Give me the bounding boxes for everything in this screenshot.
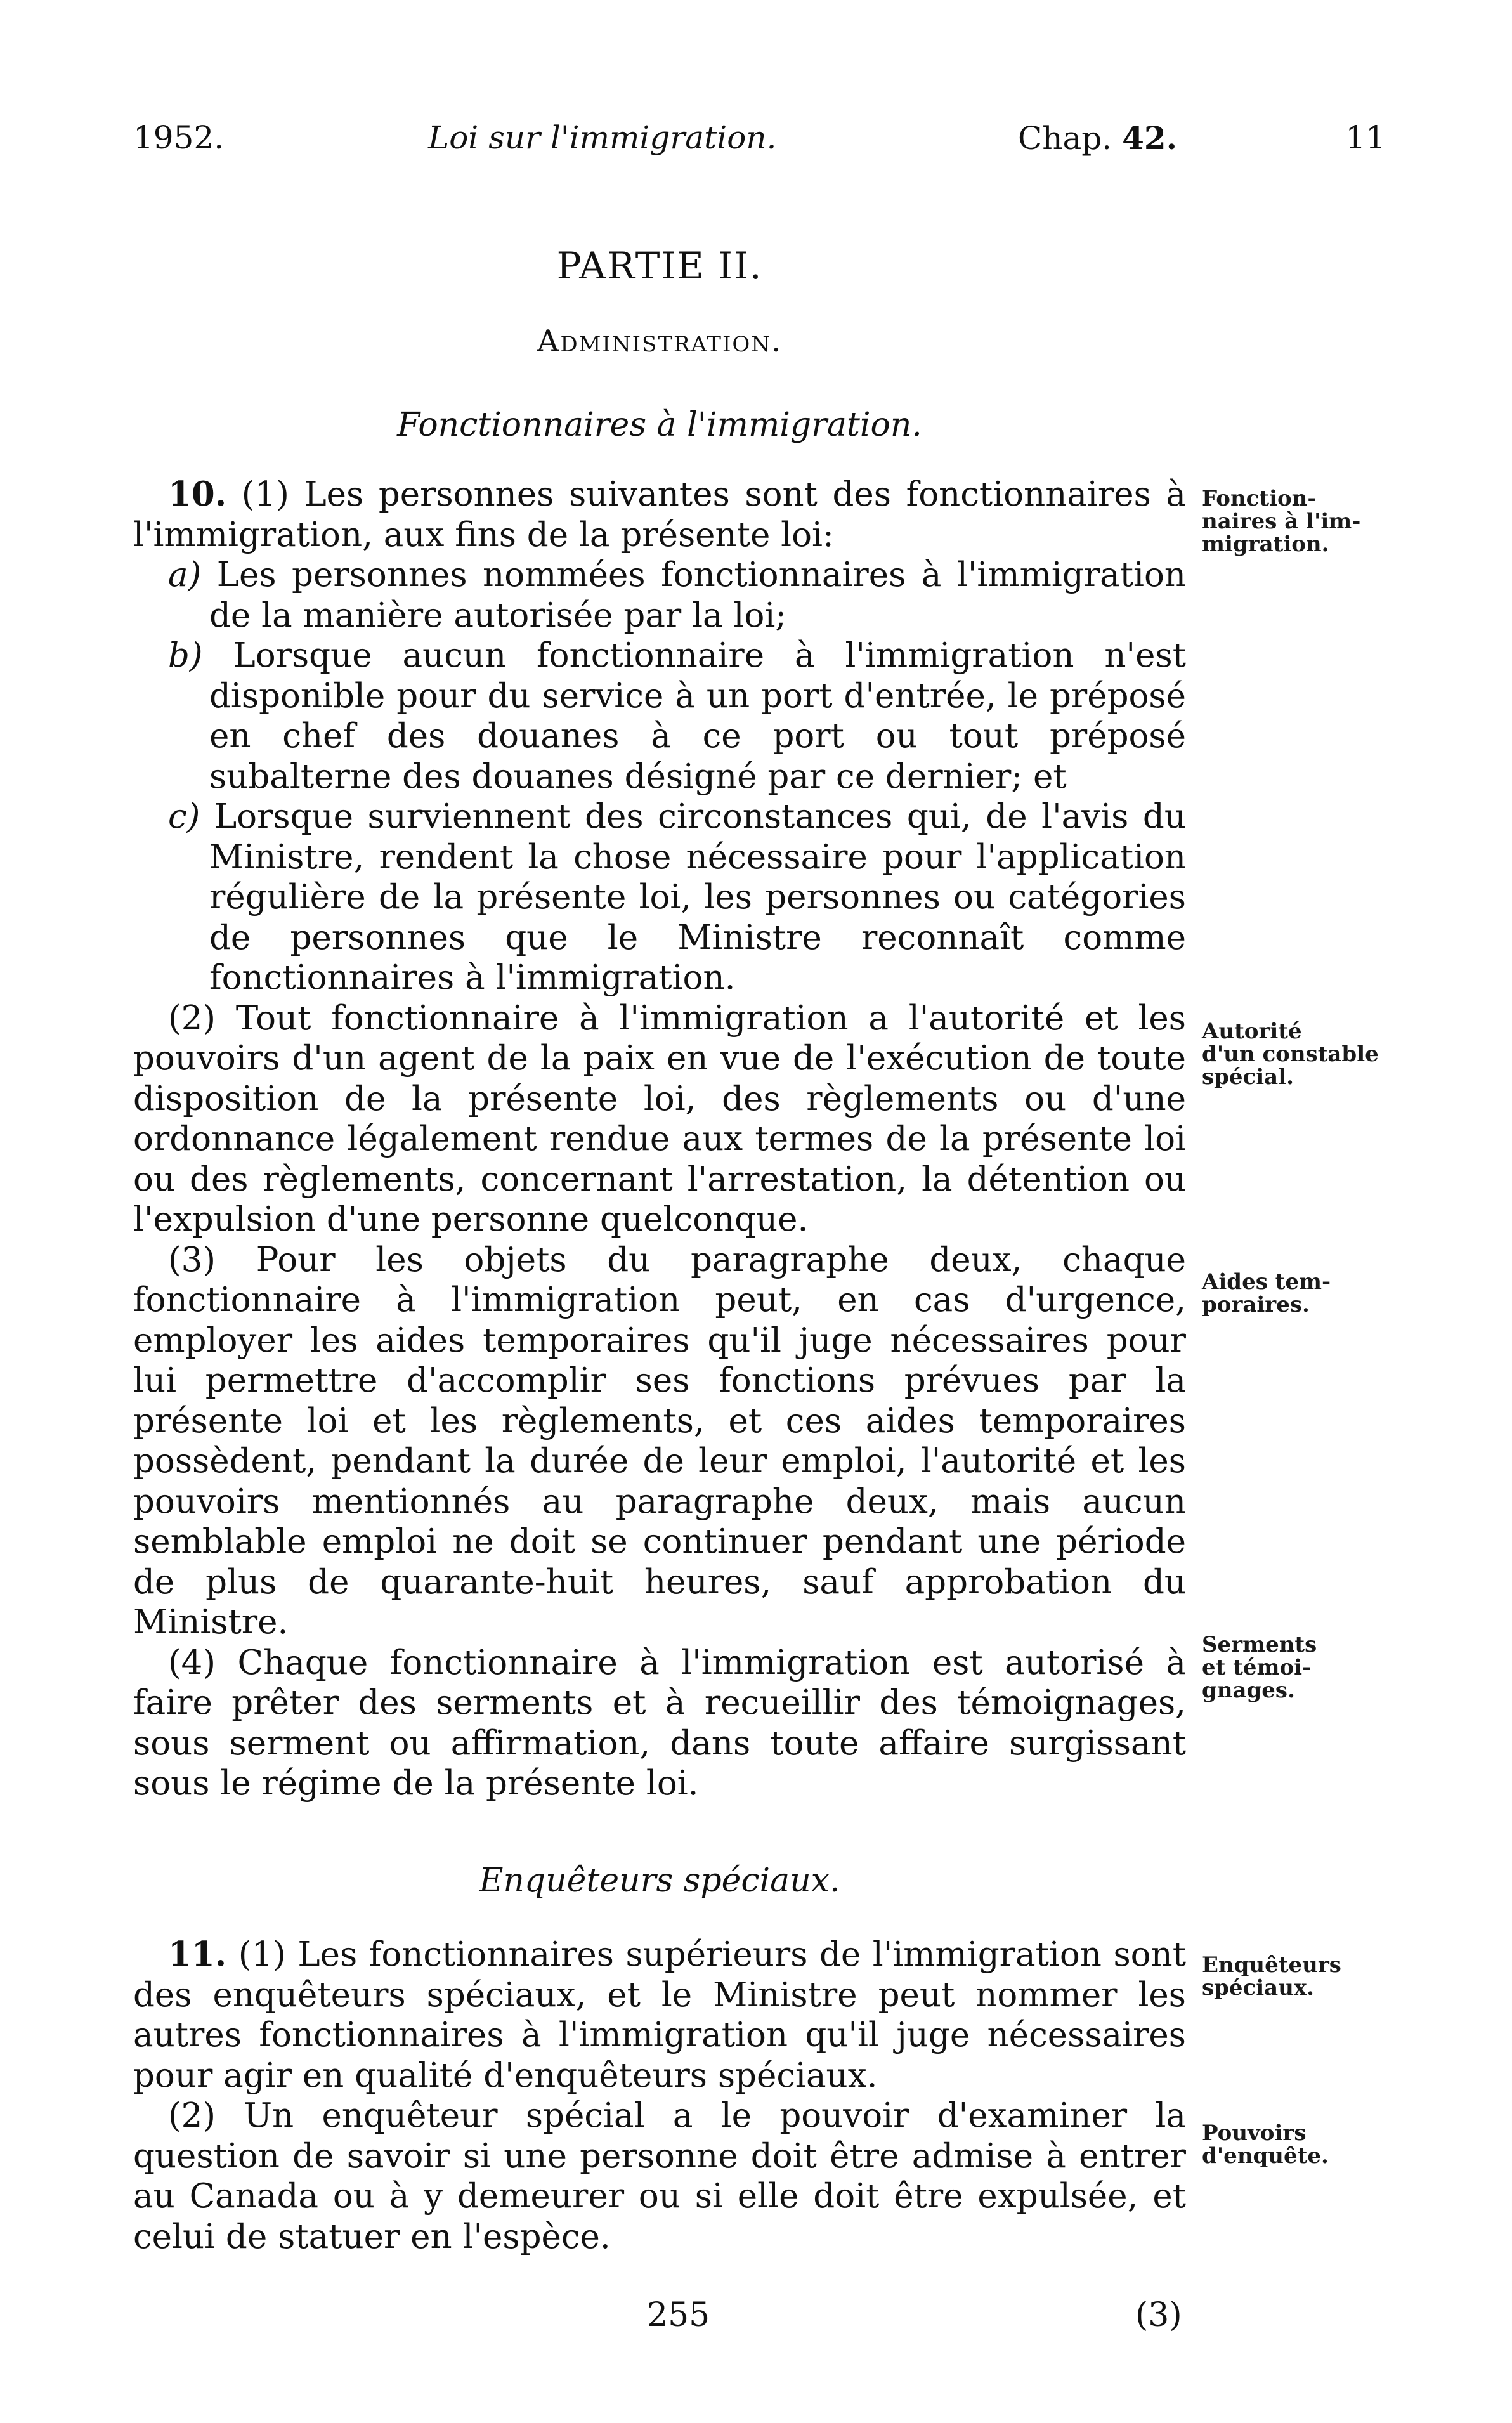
- section-10-para-4: (4) Chaque fonctionnaire à l'immigration est autorisé à faire prêter des serments et à recueillir des témoignages, sous serment ou affirmation, dans toute affaire surgissant sous le régime de la présente loi.: [133, 1643, 1186, 1803]
- section-11-number: 11.: [168, 1935, 227, 1974]
- list-item: [133, 636, 1186, 797]
- margin-note-line: Serments: [1202, 1632, 1317, 1657]
- part-title: PARTIE II.: [556, 244, 763, 287]
- section-11-para-2: (2) Un enquêteur spécial a le pouvoir d'examiner la question de savoir si une personne doit être admise à entrer au Canada ou à y demeurer ou si elle doit être expulsée, et celui de statuer en l'espèce.: [133, 2096, 1186, 2256]
- list-item: [133, 797, 1186, 998]
- margin-note-line: et témoi-: [1202, 1655, 1312, 1680]
- margin-note-line: Autorité: [1202, 1019, 1302, 1044]
- margin-note: [1202, 1633, 1392, 1702]
- section-10-para-2: (2) Tout fonctionnaire à l'immigration a l'autorité et les pouvoirs d'un agent de la paix en vue de l'exécution de toute disposition de la présente loi, des règlements ou d'une ordonnance légalement rendue aux termes de la présente loi ou des règlements, concernant l'arrestation, la détention ou l'expulsion d'une personne quelconque.: [133, 998, 1186, 1239]
- margin-note: [1202, 1020, 1392, 1088]
- running-header: [133, 119, 1386, 164]
- header-chap-label: Chap.: [1018, 120, 1112, 157]
- margin-note-line: Aides tem-: [1202, 1269, 1331, 1295]
- margin-note-line: spéciaux.: [1202, 1975, 1315, 2001]
- margin-note-line: Pouvoirs: [1202, 2120, 1307, 2146]
- section-heading: Administration.: [537, 323, 783, 359]
- margin-note-line: d'enquête.: [1202, 2143, 1329, 2169]
- footer-signature-mark: (3): [1135, 2296, 1182, 2334]
- section-10-para-3: (3) Pour les objets du paragraphe deux, chaque fonctionnaire à l'immigration peut, en cas d'urgence, employer les aides temporaires qu'il juge nécessaires pour lui permettre d'accomplir ses fonctions prévues par la présente loi et les règlements, et ces aides temporaires possèdent, pendant la durée de leur emploi, l'autorité et les pouvoirs mentionnés au paragraphe deux, mais aucun semblable emploi ne doit se continuer pendant une période de plus de quarante-huit heures, sauf approbation du Ministre.: [133, 1240, 1186, 1642]
- item-c-label: c): [168, 797, 200, 836]
- margin-note-line: naires à l'im-: [1202, 509, 1361, 534]
- margin-note-line: Fonction-: [1202, 486, 1317, 511]
- section-10-para-1-text: (1) Les personnes suivantes sont des fonctionnaires à l'immigration, aux fins de la présente loi:: [133, 475, 1186, 554]
- item-a-text: Les personnes nommées fonctionnaires à l'immigration de la manière autorisée par la loi;: [209, 556, 1186, 635]
- margin-note: [1202, 1270, 1392, 1316]
- header-chapter: [1018, 119, 1177, 157]
- header-chap-number: 42.: [1122, 119, 1178, 157]
- section-10-number: 10.: [168, 474, 227, 514]
- section-11-para-1-text: (1) Les fonctionnaires supérieurs de l'immigration sont des enquêteurs spéciaux, et le Ministre peut nommer les autres fonctionnaires à l'immigration qu'il juge nécessaires pour agir en qualité d'enquêteurs spéciaux.: [133, 1935, 1186, 2095]
- margin-note-line: d'un constable: [1202, 1042, 1379, 1067]
- margin-note: [1202, 1954, 1392, 1999]
- list-item: [133, 555, 1186, 636]
- margin-note: [1202, 2122, 1392, 2167]
- margin-note-line: migration.: [1202, 532, 1329, 557]
- margin-note-line: Enquêteurs: [1202, 1952, 1341, 1978]
- item-c-text: Lorsque surviennent des circonstances qui, de l'avis du Ministre, rendent la chose nécessaire pour l'application régulière de la présente loi, les personnes ou catégories de personnes que le Ministre reconnaît comme fonctionnaires à l'immigration.: [209, 797, 1186, 997]
- margin-note-line: spécial.: [1202, 1064, 1294, 1090]
- section-10: [133, 474, 1186, 1804]
- footer-page-number: 255: [647, 2296, 710, 2334]
- item-b-text: Lorsque aucun fonctionnaire à l'immigration n'est disponible pour du service à un port d'entrée, le préposé en chef des douanes à ce port ou tout préposé subalterne des douanes désigné par ce dernier; et: [209, 636, 1186, 796]
- margin-note: [1202, 487, 1392, 556]
- header-page-number: 11: [1345, 119, 1386, 156]
- section-11-para-1: [133, 1935, 1186, 2096]
- item-b-label: b): [168, 636, 203, 675]
- margin-note-line: poraires.: [1202, 1292, 1310, 1317]
- section-11: [133, 1935, 1186, 2257]
- margin-note-line: gnages.: [1202, 1678, 1295, 1703]
- subheading-enqueteurs: Enquêteurs spéciaux.: [479, 1862, 840, 1900]
- section-10-para-1: [133, 474, 1186, 555]
- header-year: 1952.: [133, 119, 225, 156]
- item-a-label: a): [168, 556, 202, 594]
- header-title: Loi sur l'immigration.: [428, 119, 777, 156]
- subheading-fonctionnaires: Fonctionnaires à l'immigration.: [397, 406, 922, 444]
